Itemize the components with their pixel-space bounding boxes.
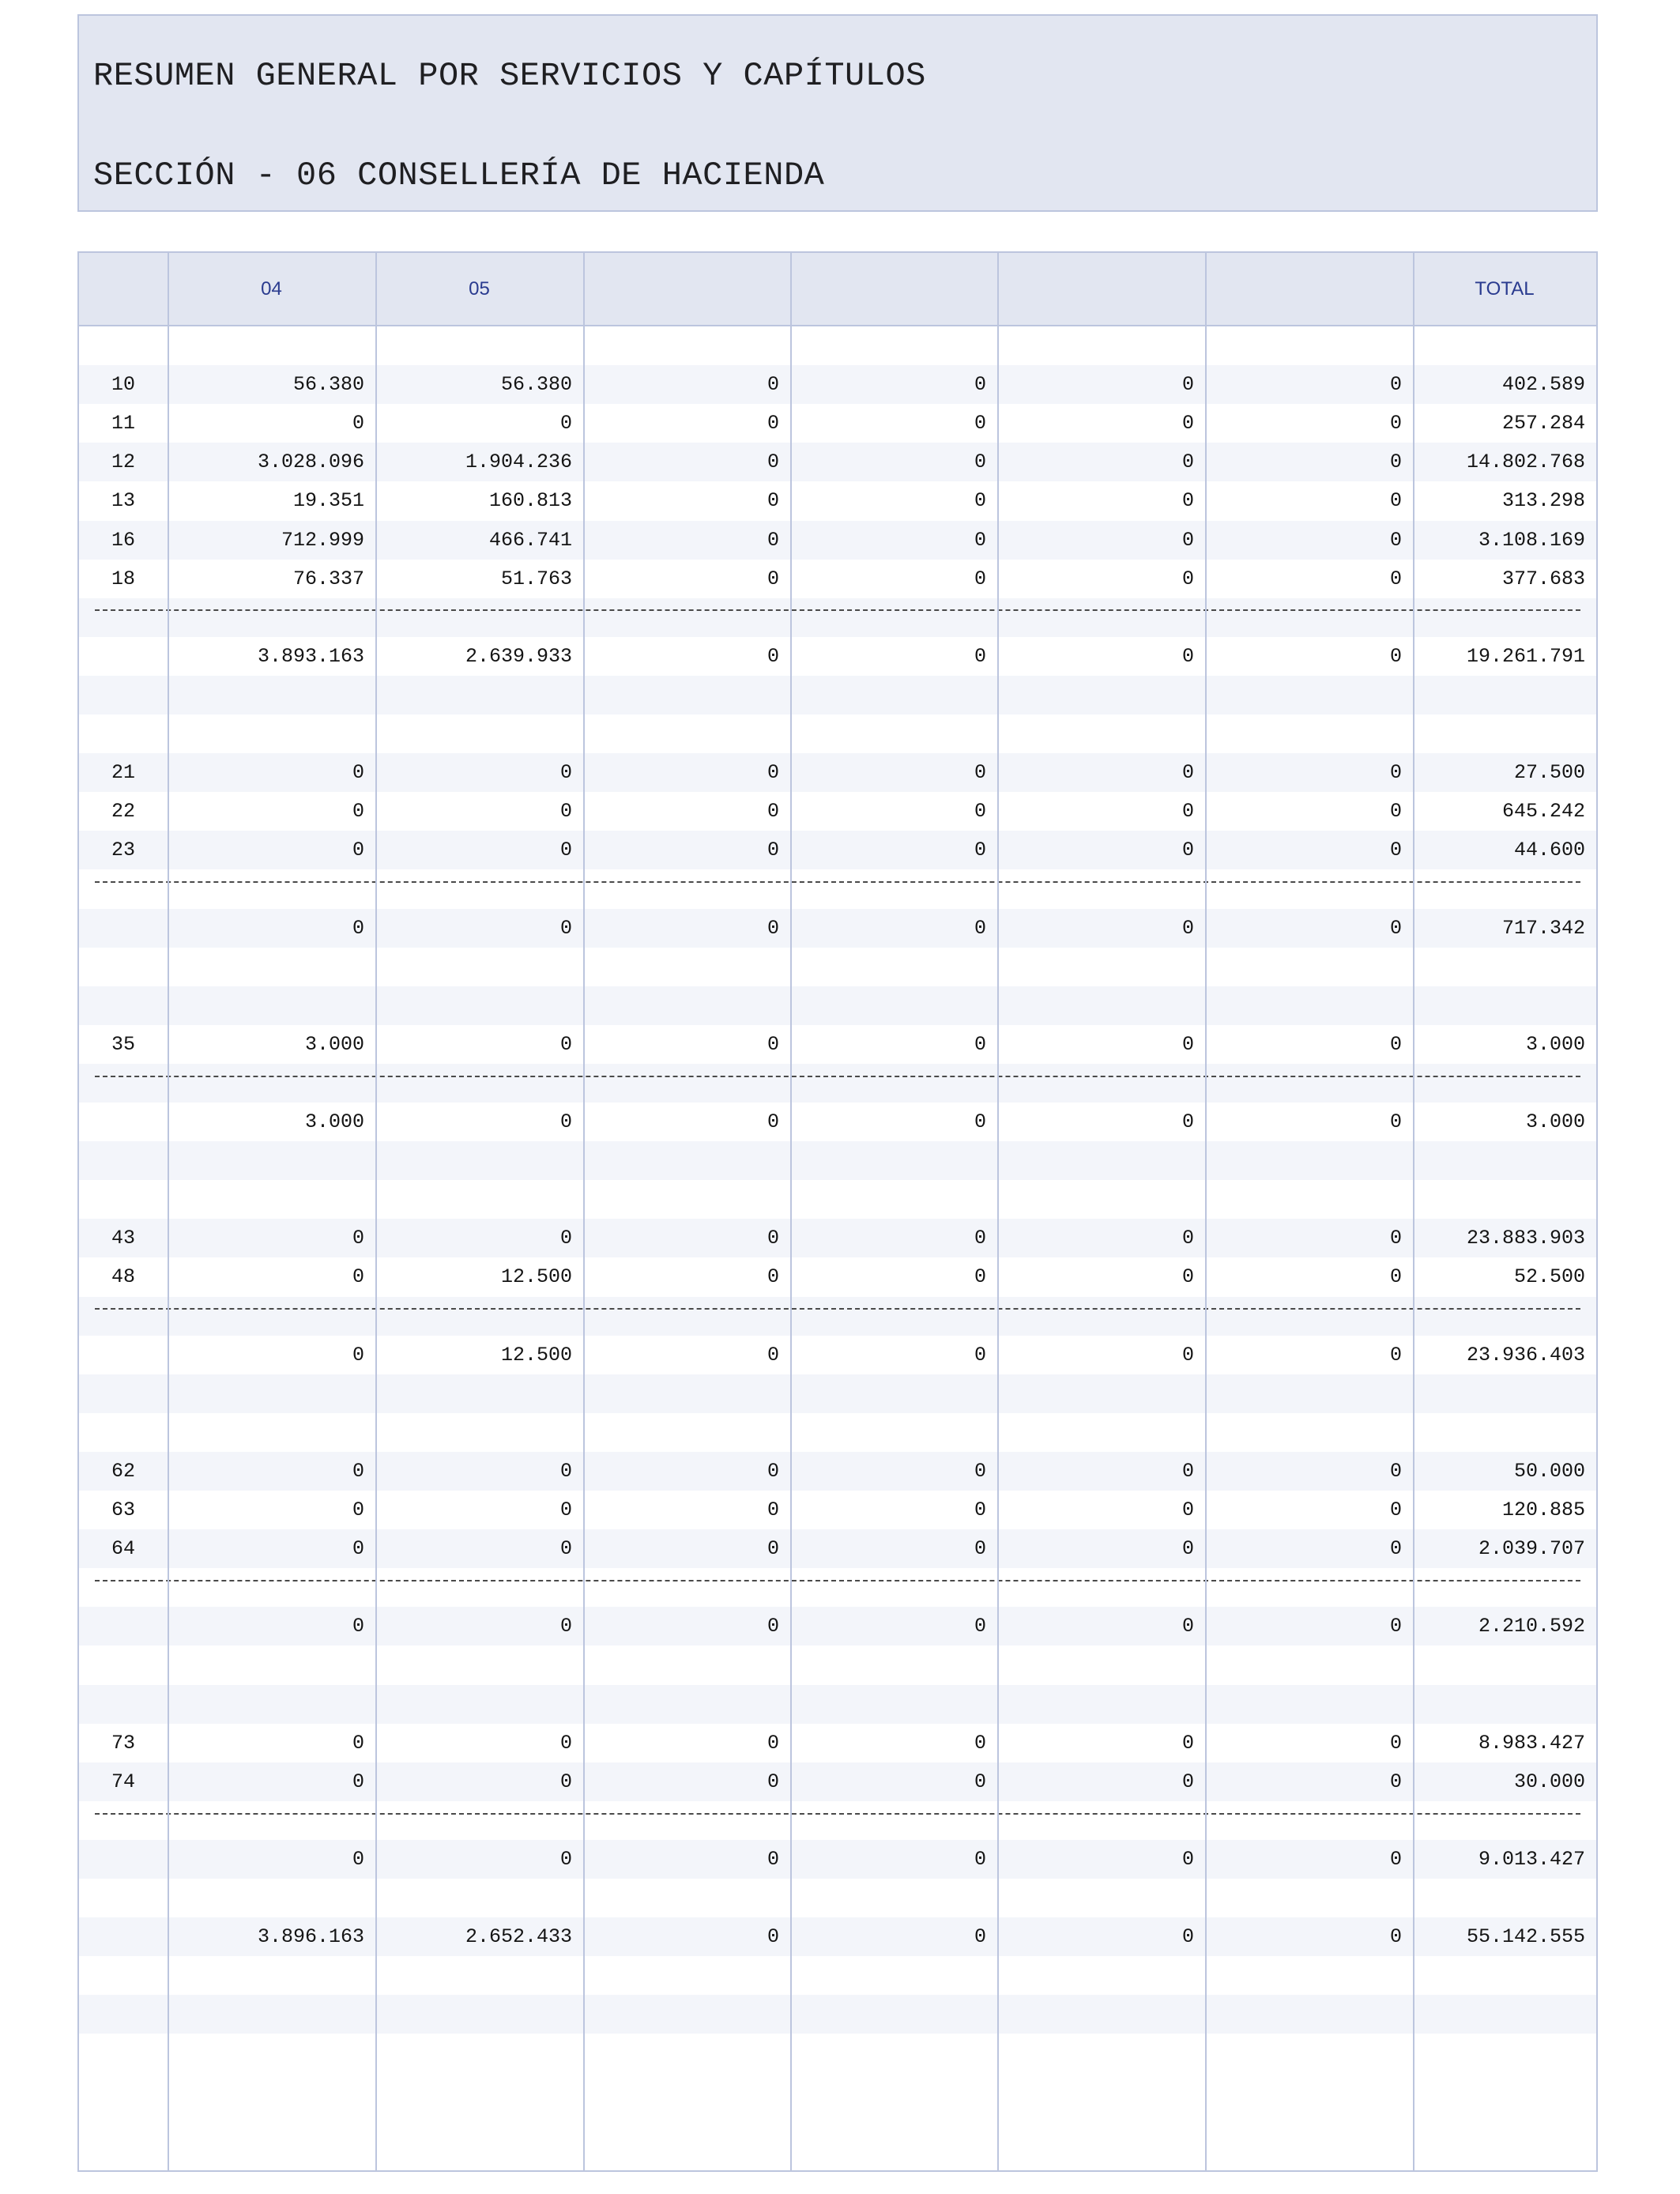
cell-col-blank-3: 0 xyxy=(1181,1227,1194,1250)
cell-code: 22 xyxy=(111,800,135,824)
table-row xyxy=(79,481,1596,520)
cell-col-blank-2: 0 xyxy=(974,839,986,862)
cell-col-blank-4: 0 xyxy=(1389,1498,1402,1521)
cell-col-04: 0 xyxy=(352,800,364,824)
cell-col-blank-1: 0 xyxy=(767,644,779,668)
cell-col-04: 0 xyxy=(352,1227,364,1250)
cell-code: 12 xyxy=(111,450,135,474)
cell-col-05: 0 xyxy=(559,1537,572,1561)
cell-col-blank-2: 0 xyxy=(974,1731,986,1755)
cell-col-blank-2: 0 xyxy=(974,1343,986,1367)
cell-col-04: 712.999 xyxy=(281,528,364,552)
dashed-separator xyxy=(95,1813,1580,1815)
cell-code: 13 xyxy=(111,489,135,513)
dashed-separator xyxy=(95,881,1580,883)
cell-col-blank-2: 0 xyxy=(974,489,986,513)
column-divider xyxy=(1205,253,1207,2170)
table-row xyxy=(79,1219,1596,1257)
table-row xyxy=(79,753,1596,792)
cell-col-blank-1: 0 xyxy=(767,800,779,824)
cell-col-blank-4: 0 xyxy=(1389,839,1402,862)
summary-table xyxy=(77,251,1598,2172)
report-title: RESUMEN GENERAL POR SERVICIOS Y CAPÍTULOS xyxy=(93,57,926,95)
cell-col-blank-4: 0 xyxy=(1389,644,1402,668)
cell-col-blank-3: 0 xyxy=(1181,489,1194,513)
table-row xyxy=(79,792,1596,831)
cell-col-04: 0 xyxy=(352,1498,364,1521)
cell-col-04: 0 xyxy=(352,916,364,940)
cell-col-blank-2: 0 xyxy=(974,1227,986,1250)
cell-col-blank-1: 0 xyxy=(767,1227,779,1250)
cell-col-total: 23.883.903 xyxy=(1466,1227,1585,1250)
table-row xyxy=(79,831,1596,869)
table-row xyxy=(79,521,1596,560)
header-col-total: TOTAL xyxy=(1475,278,1535,300)
cell-col-blank-1: 0 xyxy=(767,1343,779,1367)
column-divider xyxy=(997,253,999,2170)
cell-col-blank-1: 0 xyxy=(767,1847,779,1871)
cell-col-blank-1: 0 xyxy=(767,450,779,474)
cell-col-total: 377.683 xyxy=(1501,567,1585,590)
cell-col-05: 0 xyxy=(559,1847,572,1871)
cell-col-blank-4: 0 xyxy=(1389,1847,1402,1871)
cell-code: 74 xyxy=(111,1770,135,1793)
header-code xyxy=(79,253,168,325)
cell-col-total: 313.298 xyxy=(1501,489,1585,513)
cell-col-blank-3: 0 xyxy=(1181,412,1194,435)
row-band xyxy=(79,1141,1596,1180)
cell-code: 43 xyxy=(111,1227,135,1250)
header-col-blank-3 xyxy=(997,253,1205,325)
cell-col-05: 466.741 xyxy=(488,528,572,552)
table-row xyxy=(79,1724,1596,1762)
cell-col-blank-3: 0 xyxy=(1181,800,1194,824)
cell-col-total: 50.000 xyxy=(1513,1459,1585,1483)
cell-col-blank-4: 0 xyxy=(1389,1537,1402,1561)
cell-col-blank-2: 0 xyxy=(974,1847,986,1871)
cell-code: 21 xyxy=(111,761,135,785)
cell-col-04: 19.351 xyxy=(292,489,364,513)
cell-col-05: 0 xyxy=(559,1498,572,1521)
cell-col-blank-1: 0 xyxy=(767,412,779,435)
cell-code: 64 xyxy=(111,1537,135,1561)
cell-col-blank-2: 0 xyxy=(974,761,986,785)
cell-col-04: 76.337 xyxy=(292,567,364,590)
cell-col-blank-2: 0 xyxy=(974,567,986,590)
cell-col-blank-3: 0 xyxy=(1181,1925,1194,1949)
cell-col-total: 3.108.169 xyxy=(1478,528,1585,552)
cell-col-blank-2: 0 xyxy=(974,1110,986,1133)
cell-col-05: 0 xyxy=(559,1459,572,1483)
cell-col-05: 0 xyxy=(559,1110,572,1133)
cell-col-blank-4: 0 xyxy=(1389,1343,1402,1367)
header-col-05: 05 xyxy=(469,278,490,300)
cell-col-blank-2: 0 xyxy=(974,412,986,435)
dashed-separator xyxy=(95,1580,1580,1581)
table-row xyxy=(79,1257,1596,1296)
cell-col-blank-3: 0 xyxy=(1181,1498,1194,1521)
cell-col-blank-4: 0 xyxy=(1389,1227,1402,1250)
column-divider xyxy=(168,253,169,2170)
cell-code: 11 xyxy=(111,412,135,435)
cell-col-blank-4: 0 xyxy=(1389,450,1402,474)
cell-col-05: 12.500 xyxy=(500,1265,572,1289)
cell-col-05: 0 xyxy=(559,761,572,785)
cell-code: 35 xyxy=(111,1032,135,1056)
cell-col-blank-2: 0 xyxy=(974,1537,986,1561)
column-divider xyxy=(790,253,792,2170)
cell-col-blank-3: 0 xyxy=(1181,1459,1194,1483)
cell-col-05: 0 xyxy=(559,1770,572,1793)
cell-col-04: 56.380 xyxy=(292,373,364,397)
cell-col-05: 0 xyxy=(559,839,572,862)
cell-col-04: 0 xyxy=(352,761,364,785)
cell-col-blank-3: 0 xyxy=(1181,1110,1194,1133)
cell-code: 63 xyxy=(111,1498,135,1521)
table-row xyxy=(79,443,1596,481)
subtotal-row xyxy=(79,1607,1596,1646)
cell-col-blank-4: 0 xyxy=(1389,489,1402,513)
table-row xyxy=(79,560,1596,598)
cell-col-04: 0 xyxy=(352,1537,364,1561)
cell-col-total: 402.589 xyxy=(1501,373,1585,397)
cell-col-04: 0 xyxy=(352,1615,364,1638)
cell-col-blank-3: 0 xyxy=(1181,761,1194,785)
cell-col-blank-2: 0 xyxy=(974,1265,986,1289)
table-row xyxy=(79,404,1596,443)
dashed-separator xyxy=(95,1076,1580,1077)
cell-code: 48 xyxy=(111,1265,135,1289)
row-band xyxy=(79,676,1596,714)
cell-code: 23 xyxy=(111,839,135,862)
cell-col-blank-3: 0 xyxy=(1181,450,1194,474)
cell-col-blank-3: 0 xyxy=(1181,916,1194,940)
cell-col-total: 3.000 xyxy=(1525,1110,1585,1133)
subtotal-row xyxy=(79,1840,1596,1879)
cell-code xyxy=(79,1840,168,1879)
cell-col-blank-2: 0 xyxy=(974,1032,986,1056)
cell-col-blank-3: 0 xyxy=(1181,1847,1194,1871)
row-band xyxy=(79,598,1596,637)
cell-code xyxy=(79,637,168,676)
cell-col-total: 2.039.707 xyxy=(1478,1537,1585,1561)
cell-col-05: 0 xyxy=(559,800,572,824)
cell-col-blank-4: 0 xyxy=(1389,1032,1402,1056)
row-band xyxy=(79,1995,1596,2034)
table-row xyxy=(79,1491,1596,1529)
cell-col-total: 19.261.791 xyxy=(1466,644,1585,668)
cell-col-blank-1: 0 xyxy=(767,1770,779,1793)
cell-col-04: 0 xyxy=(352,412,364,435)
cell-code xyxy=(79,1607,168,1646)
cell-code: 10 xyxy=(111,373,135,397)
cell-col-blank-1: 0 xyxy=(767,1731,779,1755)
row-band xyxy=(79,1685,1596,1724)
cell-col-total: 44.600 xyxy=(1513,839,1585,862)
cell-col-04: 3.028.096 xyxy=(257,450,364,474)
header-col-04: 04 xyxy=(261,278,282,300)
cell-code: 16 xyxy=(111,528,135,552)
cell-col-04: 0 xyxy=(352,1459,364,1483)
table-row xyxy=(79,1762,1596,1801)
cell-col-blank-4: 0 xyxy=(1389,1265,1402,1289)
cell-col-blank-2: 0 xyxy=(974,528,986,552)
cell-col-total: 27.500 xyxy=(1513,761,1585,785)
cell-col-04: 0 xyxy=(352,1770,364,1793)
cell-col-total: 14.802.768 xyxy=(1466,450,1585,474)
cell-code xyxy=(79,1336,168,1374)
cell-col-total: 120.885 xyxy=(1501,1498,1585,1521)
cell-col-blank-4: 0 xyxy=(1389,1459,1402,1483)
cell-col-blank-2: 0 xyxy=(974,1498,986,1521)
cell-col-blank-4: 0 xyxy=(1389,761,1402,785)
cell-col-blank-4: 0 xyxy=(1389,916,1402,940)
title-panel xyxy=(77,14,1598,212)
cell-col-blank-2: 0 xyxy=(974,800,986,824)
column-divider xyxy=(583,253,585,2170)
dashed-separator xyxy=(95,609,1580,611)
cell-col-05: 160.813 xyxy=(488,489,572,513)
cell-col-blank-3: 0 xyxy=(1181,839,1194,862)
cell-col-blank-1: 0 xyxy=(767,528,779,552)
row-band xyxy=(79,986,1596,1025)
table-row xyxy=(79,1025,1596,1064)
cell-col-blank-3: 0 xyxy=(1181,1615,1194,1638)
cell-col-total: 2.210.592 xyxy=(1478,1615,1585,1638)
cell-code: 18 xyxy=(111,567,135,590)
cell-col-total: 717.342 xyxy=(1501,916,1585,940)
cell-col-blank-4: 0 xyxy=(1389,800,1402,824)
cell-col-blank-3: 0 xyxy=(1181,1537,1194,1561)
cell-col-blank-3: 0 xyxy=(1181,567,1194,590)
cell-col-total: 645.242 xyxy=(1501,800,1585,824)
cell-col-blank-4: 0 xyxy=(1389,528,1402,552)
cell-col-blank-1: 0 xyxy=(767,1498,779,1521)
cell-col-blank-1: 0 xyxy=(767,1925,779,1949)
subtotal-row xyxy=(79,909,1596,948)
cell-col-05: 0 xyxy=(559,1227,572,1250)
subtotal-row xyxy=(79,1336,1596,1374)
cell-col-05: 0 xyxy=(559,1615,572,1638)
cell-col-blank-3: 0 xyxy=(1181,373,1194,397)
cell-col-total: 23.936.403 xyxy=(1466,1343,1585,1367)
cell-col-blank-1: 0 xyxy=(767,1032,779,1056)
cell-code xyxy=(79,1917,168,1956)
row-band xyxy=(79,1064,1596,1103)
cell-col-blank-1: 0 xyxy=(767,1615,779,1638)
cell-col-blank-2: 0 xyxy=(974,1925,986,1949)
cell-col-04: 0 xyxy=(352,1343,364,1367)
row-band xyxy=(79,1297,1596,1336)
cell-col-blank-4: 0 xyxy=(1389,412,1402,435)
cell-col-blank-2: 0 xyxy=(974,373,986,397)
cell-col-blank-3: 0 xyxy=(1181,528,1194,552)
row-band xyxy=(79,1374,1596,1413)
cell-col-total: 52.500 xyxy=(1513,1265,1585,1289)
table-header xyxy=(79,253,1596,326)
grand-total-row xyxy=(79,1917,1596,1956)
cell-code xyxy=(79,909,168,948)
cell-col-blank-1: 0 xyxy=(767,567,779,590)
cell-col-05: 0 xyxy=(559,412,572,435)
cell-col-blank-3: 0 xyxy=(1181,644,1194,668)
cell-col-blank-4: 0 xyxy=(1389,1770,1402,1793)
cell-col-blank-1: 0 xyxy=(767,1110,779,1133)
subtotal-row xyxy=(79,1103,1596,1141)
table-row xyxy=(79,1529,1596,1568)
cell-col-04: 0 xyxy=(352,1847,364,1871)
cell-col-blank-2: 0 xyxy=(974,1615,986,1638)
cell-col-blank-3: 0 xyxy=(1181,1770,1194,1793)
cell-col-total: 9.013.427 xyxy=(1478,1847,1585,1871)
cell-col-05: 0 xyxy=(559,1731,572,1755)
cell-col-05: 0 xyxy=(559,1032,572,1056)
cell-col-05: 1.904.236 xyxy=(465,450,572,474)
cell-col-05: 51.763 xyxy=(500,567,572,590)
cell-col-total: 30.000 xyxy=(1513,1770,1585,1793)
section-title: SECCIÓN - 06 CONSELLERÍA DE HACIENDA xyxy=(93,156,825,194)
cell-col-blank-1: 0 xyxy=(767,1537,779,1561)
table-row xyxy=(79,1452,1596,1491)
cell-col-04: 3.000 xyxy=(304,1032,364,1056)
cell-col-blank-4: 0 xyxy=(1389,1925,1402,1949)
cell-col-blank-1: 0 xyxy=(767,373,779,397)
cell-col-total: 8.983.427 xyxy=(1478,1731,1585,1755)
cell-col-blank-1: 0 xyxy=(767,1459,779,1483)
cell-col-04: 3.893.163 xyxy=(257,644,364,668)
cell-col-blank-2: 0 xyxy=(974,450,986,474)
cell-col-04: 0 xyxy=(352,1265,364,1289)
subtotal-row xyxy=(79,637,1596,676)
cell-col-04: 3.896.163 xyxy=(257,1925,364,1949)
cell-col-blank-2: 0 xyxy=(974,916,986,940)
table-row xyxy=(79,365,1596,404)
cell-col-blank-4: 0 xyxy=(1389,1731,1402,1755)
cell-col-blank-4: 0 xyxy=(1389,1615,1402,1638)
cell-col-blank-3: 0 xyxy=(1181,1265,1194,1289)
cell-col-blank-3: 0 xyxy=(1181,1343,1194,1367)
cell-col-blank-1: 0 xyxy=(767,916,779,940)
cell-col-blank-4: 0 xyxy=(1389,1110,1402,1133)
cell-code: 62 xyxy=(111,1459,135,1483)
column-divider xyxy=(1413,253,1414,2170)
cell-col-05: 56.380 xyxy=(500,373,572,397)
cell-col-blank-3: 0 xyxy=(1181,1731,1194,1755)
cell-col-total: 3.000 xyxy=(1525,1032,1585,1056)
cell-col-blank-1: 0 xyxy=(767,489,779,513)
cell-col-05: 0 xyxy=(559,916,572,940)
dashed-separator xyxy=(95,1308,1580,1310)
cell-col-total: 257.284 xyxy=(1501,412,1585,435)
cell-col-total: 55.142.555 xyxy=(1466,1925,1585,1949)
cell-col-blank-1: 0 xyxy=(767,1265,779,1289)
header-col-blank-4 xyxy=(1205,253,1413,325)
cell-col-blank-4: 0 xyxy=(1389,373,1402,397)
cell-col-05: 2.639.933 xyxy=(465,644,572,668)
cell-col-blank-2: 0 xyxy=(974,1459,986,1483)
cell-col-blank-1: 0 xyxy=(767,761,779,785)
cell-col-04: 0 xyxy=(352,1731,364,1755)
cell-col-blank-1: 0 xyxy=(767,839,779,862)
cell-col-blank-3: 0 xyxy=(1181,1032,1194,1056)
cell-col-05: 2.652.433 xyxy=(465,1925,572,1949)
cell-code xyxy=(79,1103,168,1141)
header-col-blank-2 xyxy=(790,253,997,325)
cell-col-04: 3.000 xyxy=(304,1110,364,1133)
cell-col-05: 12.500 xyxy=(500,1343,572,1367)
header-col-blank-1 xyxy=(583,253,790,325)
cell-col-blank-4: 0 xyxy=(1389,567,1402,590)
cell-col-04: 0 xyxy=(352,839,364,862)
column-divider xyxy=(375,253,377,2170)
cell-col-blank-2: 0 xyxy=(974,1770,986,1793)
cell-code: 73 xyxy=(111,1731,135,1755)
cell-col-blank-2: 0 xyxy=(974,644,986,668)
